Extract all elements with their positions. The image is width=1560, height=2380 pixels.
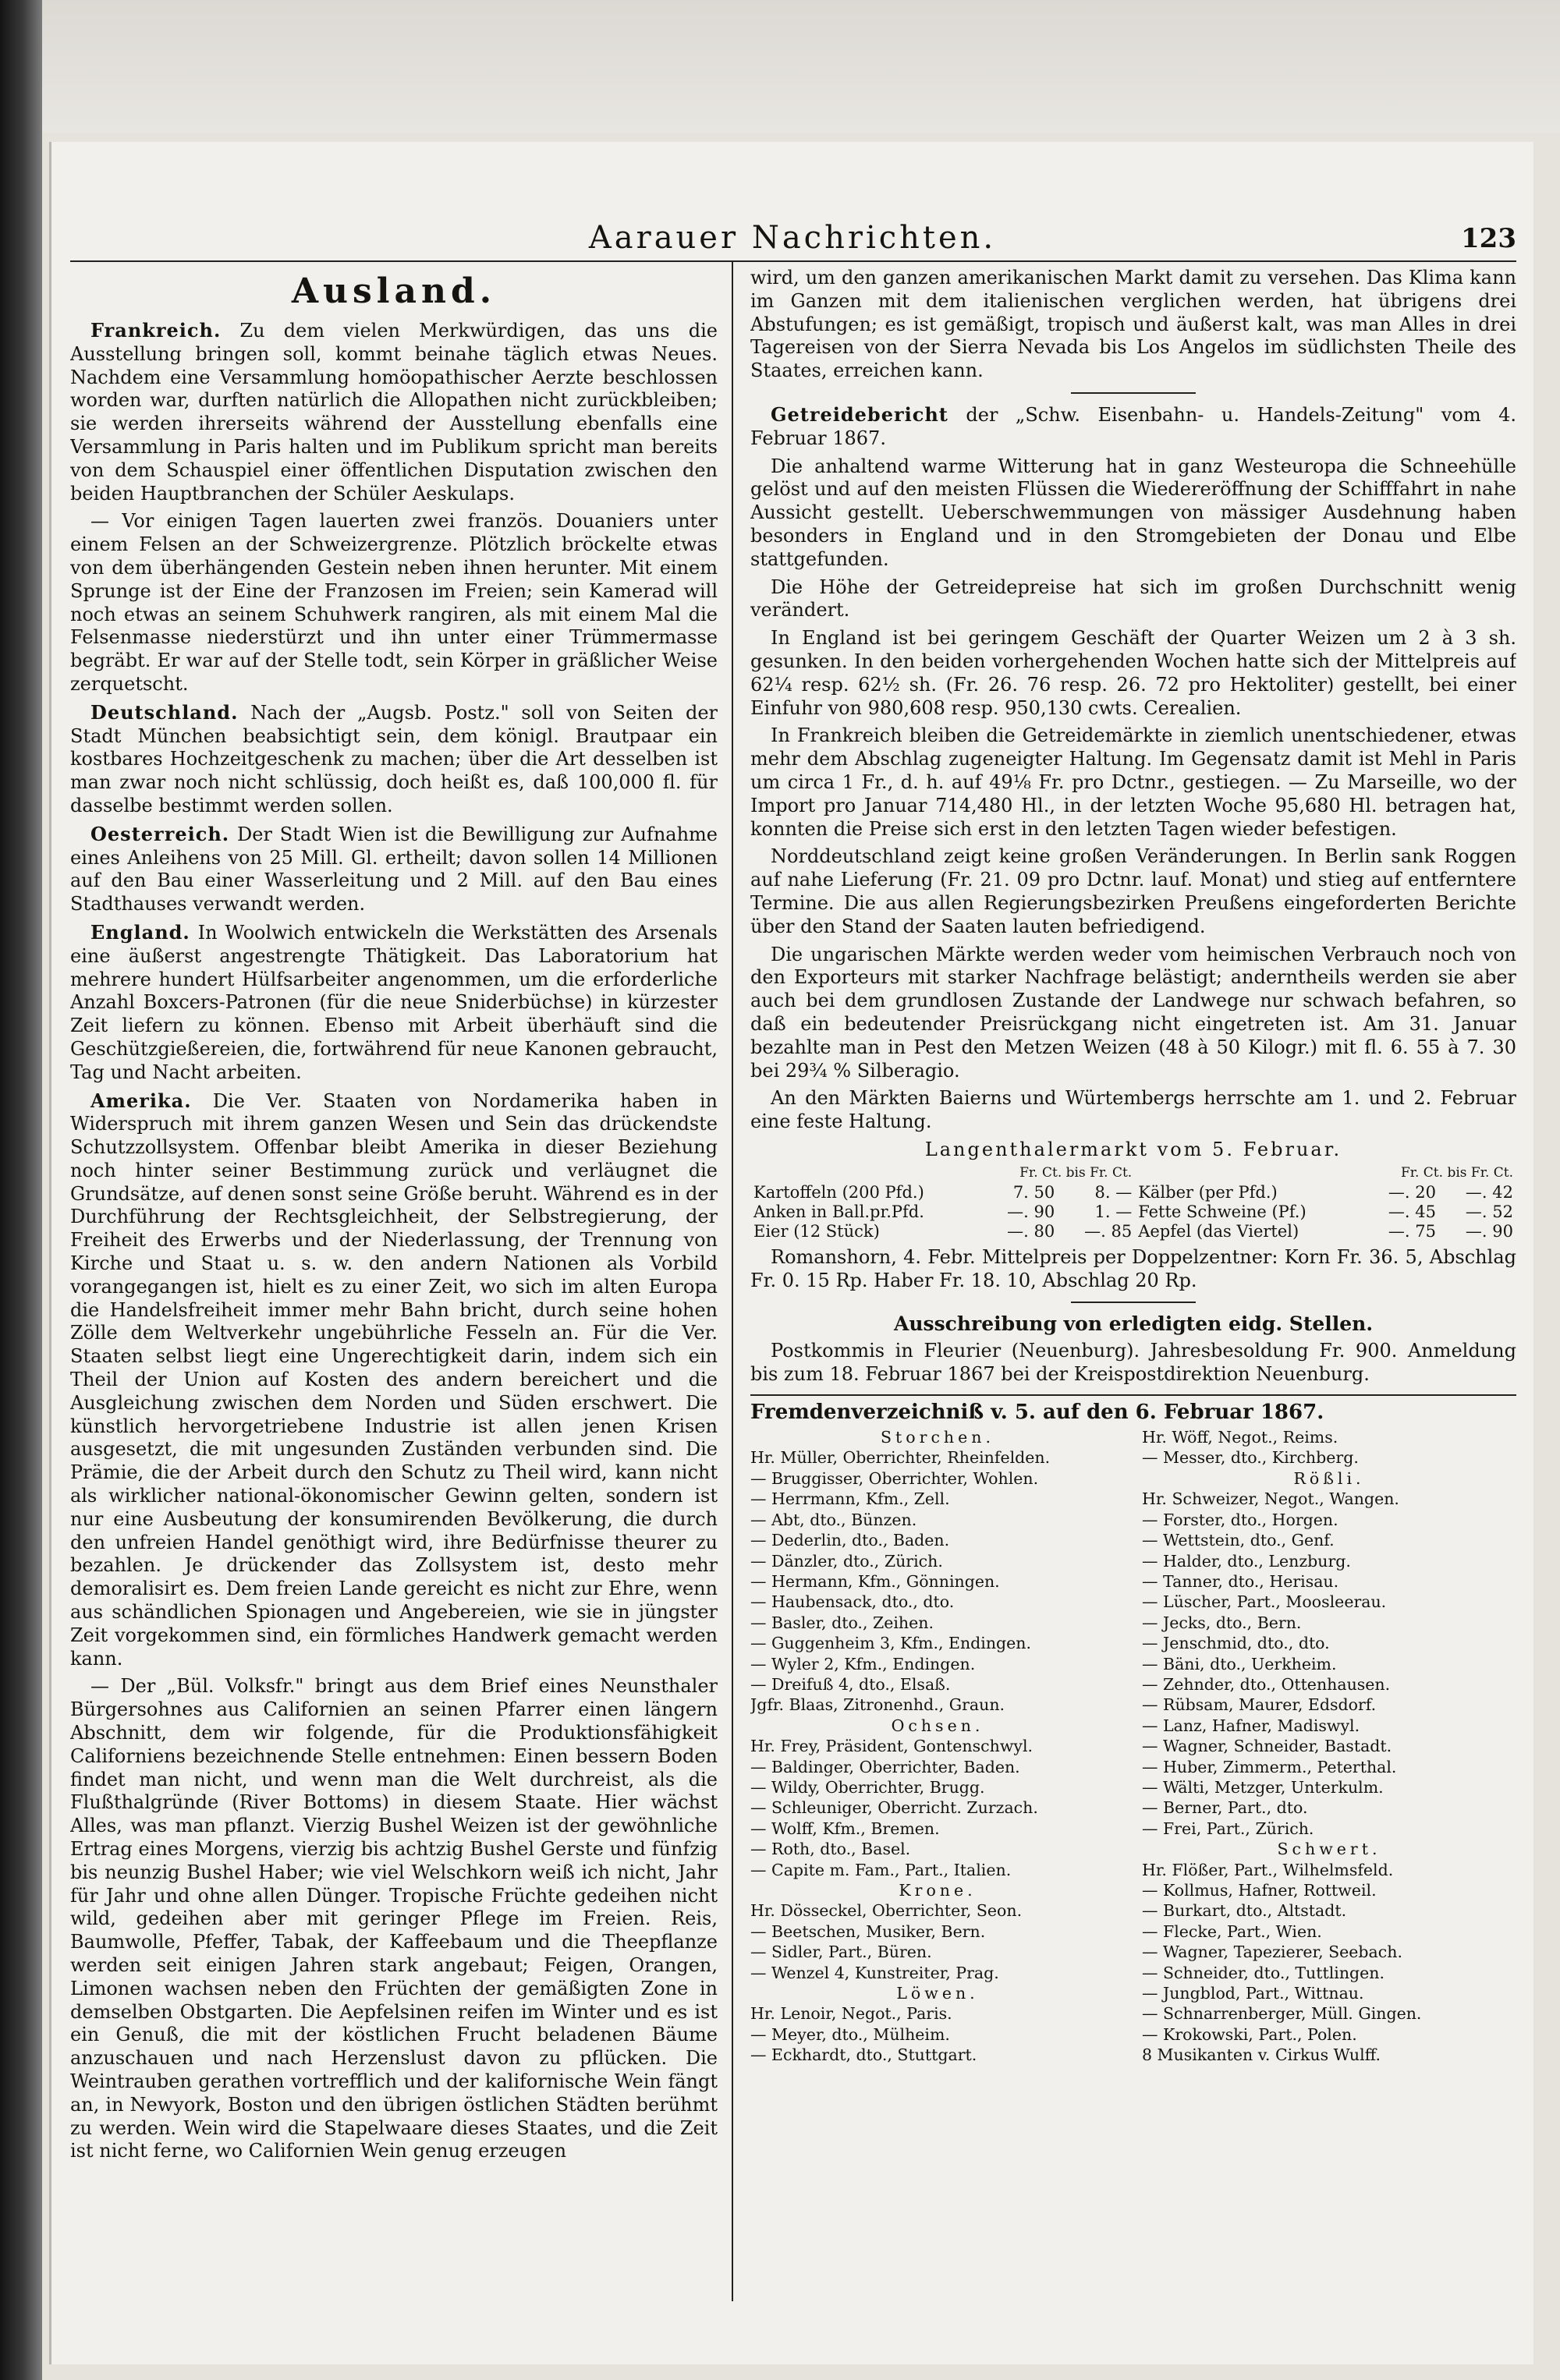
list-item: Jgfr. Blaas, Zitronenhd., Graun. <box>750 1695 1005 1715</box>
price-from: —. 75 <box>1388 1221 1436 1241</box>
hotel-name: Storchen. <box>881 1428 994 1447</box>
article-continuation: wird, um den ganzen amerikanischen Markt damit zu versehen. Das Klima kann im Ganzen mit dem italienischen verglichen werden, hat übrigens drei Abstufungen; es ist gemäßigt, tropisch und äußerst kalt, was man Alles in drei Tagereisen von der Sierra Nevada bis Los Angelos im südlichsten Theile des Staates, erreichen kann. <box>750 267 1516 382</box>
guest-register-heading: Fremdenverzeichniß v. 5. auf den 6. Februar 1867. <box>750 1394 1516 1424</box>
list-item: — Messer, dto., Kirchberg. <box>1142 1448 1359 1468</box>
price-from: 7. 50 <box>1012 1182 1055 1202</box>
price-from: —. 45 <box>1388 1202 1436 1221</box>
list-item: — Burkart, dto., Altstadt. <box>1142 1901 1347 1921</box>
header-rule <box>70 260 1516 262</box>
grain-paragraph: In Frankreich bleiben die Getreidemärkte in ziemlich unentschiedener, etwas mehr dem Abschlag zugeneigter Haltung. Im Gegensatz damit ist Mehl in Paris um circa 1 Fr., d. h. auf 49⅛ Fr. pro Dctnr., gestiegen. — Zu Marseille, wo der Import pro Januar 714,480 Hl., in der letzten Woche 95,680 Hl. betragen hat, konnten die Preise sich erst in den letzten Tagen wieder befestigen. <box>750 724 1516 840</box>
hotel-name: Ochsen. <box>891 1716 984 1735</box>
hotel-name: Rößli. <box>1293 1468 1365 1488</box>
list-item: — Bruggisser, Oberrichter, Wohlen. <box>750 1468 1039 1488</box>
list-item: — Wettstein, dto., Genf. <box>1142 1531 1335 1550</box>
price-item: Fette Schweine (Pf.) <box>1138 1202 1306 1221</box>
market-note: Romanshorn, 4. Febr. Mittelpreis per Doppelzentner: Korn Fr. 36. 5, Abschlag Fr. 0. 15 Rp. Haber Fr. 18. 10, Abschlag 20 Rp. <box>750 1245 1516 1291</box>
article-text: — Vor einigen Tagen lauerten zwei französ. Douaniers unter einem Felsen an der Schweizergrenze. Plötzlich bröckelte etwas von dem überhängenden Gestein neben ihnen herunter. Mit einem Sprunge ist der Eine der Franzosen im Freien; sein Kamerad will noch etwas an seinem Schuhwerk rangiren, als mit einem Mal die Felsenmasse niederstürzt und ihn unter einer Trümmermasse begräbt. Er war auf der Stelle todt, sein Körper in gräßlicher Weise zerquetscht. <box>70 510 718 695</box>
price-item: Eier (12 Stück) <box>753 1221 880 1241</box>
price-from: —. 90 <box>1007 1202 1055 1221</box>
grain-report-intro <box>750 403 1516 451</box>
list-item: — Flecke, Part., Wien. <box>1142 1921 1322 1941</box>
price-to: —. 42 <box>1465 1182 1513 1202</box>
article-deutschland <box>70 701 718 818</box>
list-item: — Abt, dto., Bünzen. <box>750 1510 917 1529</box>
list-item: — Forster, dto., Horgen. <box>1142 1510 1338 1529</box>
table-row <box>750 1183 1516 1202</box>
list-item: — Huber, Zimmerm., Peterthal. <box>1142 1757 1397 1776</box>
article-amerika <box>70 1089 718 1671</box>
grain-paragraph: Die Höhe der Getreidepreise hat sich im großen Durchschnitt wenig verändert. <box>750 576 1516 622</box>
article-californien <box>70 1675 718 2163</box>
price-from: —. 20 <box>1388 1182 1436 1202</box>
article-text: Zu dem vielen Merkwürdigen, das uns die Ausstellung bringen soll, kommt beinahe täglich etwas Neues. Nachdem eine Versammlung homöopathischer Aerzte beschlossen worden war, durften natürlich die Allopathen nicht zurückbleiben; sie werden ihrerseits während der Ausstellung ebenfalls eine Versammlung in Paris halten und im Publikum spricht man bereits von dem Schauspiel einer öffentlichen Disputation zwischen den beiden Hauptbranchen der Schüler Aeskulaps. <box>70 320 718 505</box>
list-item: — Beetschen, Musiker, Bern. <box>750 1921 986 1941</box>
price-item: Kartoffeln (200 Pfd.) <box>753 1182 924 1202</box>
article-lead: Deutschland. <box>90 700 239 724</box>
divider <box>1071 1302 1196 1303</box>
list-item: — Dreifuß 4, dto., Elsaß. <box>750 1674 951 1694</box>
list-item: — Roth, dto., Basel. <box>750 1840 911 1859</box>
article-lead: Oesterreich. <box>90 822 230 845</box>
list-item: Hr. Wöff, Negot., Reims. <box>1142 1428 1338 1447</box>
column-header: Fr. Ct. bis Fr. Ct. <box>1400 1164 1513 1181</box>
list-item: — Lüscher, Part., Moosleerau. <box>1142 1592 1387 1612</box>
list-item: — Baldinger, Oberrichter, Baden. <box>750 1757 1020 1776</box>
list-item: — Jecks, dto., Bern. <box>1142 1613 1302 1632</box>
list-item: — Kollmus, Hafner, Rottweil. <box>1142 1881 1377 1900</box>
list-item: — Guggenheim 3, Kfm., Endingen. <box>750 1634 1032 1653</box>
hotel-name: Löwen. <box>896 1984 979 2003</box>
grain-paragraph: Die ungarischen Märkte werden weder vom heimischen Verbrauch noch von den Exporteurs mit starker Nachfrage belästigt; anderntheils werden sie aber auch bei dem grundlosen Zustande der Landwege nur schwach befahren, so daß ein bedeutender Preisrückgang nicht eingetreten ist. Am 31. Januar bezahlte man in Pest den Metzen Weizen (48 à 50 Kilogr.) mit fl. 6. 55 à 7. 30 bei 29¾ % Silberagio. <box>750 943 1516 1082</box>
list-item: Hr. Frey, Präsident, Gontenschwyl. <box>750 1737 1034 1756</box>
page-number: 123 <box>1461 223 1516 254</box>
price-to: 1. — <box>1094 1202 1133 1221</box>
price-to: —. 52 <box>1465 1202 1513 1221</box>
list-item: — Sidler, Part., Büren. <box>750 1943 932 1962</box>
grain-paragraph: In England ist bei geringem Geschäft der Quarter Weizen um 2 à 3 sh. gesunken. In den beiden vorhergehenden Wochen hatte sich der Mittelpreis auf 62¼ resp. 62½ sh. (Fr. 26. 76 resp. 26. 72 pro Hektoliter) gestellt, bei einer Einfuhr von 980,608 resp. 950,130 cwts. Cerealien. <box>750 627 1516 719</box>
article-text: Der Stadt Wien ist die Bewilligung zur Aufnahme eines Anleihens von 25 Mill. Gl. ertheilt; davon sollen 14 Millionen auf den Bau einer Wasserleitung und 2 Mill. auf den Bau eines Stadthauses verwandt werden. <box>70 823 718 916</box>
article-oesterreich <box>70 823 718 916</box>
section-heading-ausland: Ausland. <box>291 271 497 311</box>
price-to: —. 85 <box>1084 1221 1133 1241</box>
price-item: Anken in Ball.pr.Pfd. <box>753 1202 924 1221</box>
list-item: — Dänzler, dto., Zürich. <box>750 1551 943 1571</box>
article-text: Nach der „Augsb. Postz." soll von Seiten der Stadt München beabsichtigt sein, dem königl. Brautpaar ein kostbares Hochzeitgeschenk zu machen; über die Art desselben ist man zwar noch nicht schlüssig, doch heißt es, daß 100,000 fl. für dasselbe bestimmt werden sollen. <box>70 701 718 816</box>
market-price-table <box>750 1163 1516 1241</box>
list-item: — Schleuniger, Oberricht. Zurzach. <box>750 1798 1038 1818</box>
article-frankreich <box>70 319 718 505</box>
list-item: — Jungblod, Part., Wittnau. <box>1142 1984 1364 2003</box>
column-rule <box>732 262 733 2301</box>
list-item: — Meyer, dto., Mülheim. <box>750 2024 950 2044</box>
list-item: — Haubensack, dto., dto. <box>750 1592 955 1612</box>
list-item: — Schneider, dto., Tuttlingen. <box>1142 1963 1385 1982</box>
article-text: der „Schw. Eisenbahn- u. Handels-Zeitung" vom 4. Februar 1867. <box>750 403 1516 449</box>
grain-paragraph: Norddeutschland zeigt keine großen Veränderungen. In Berlin sank Roggen auf nahe Lieferung (Fr. 21. 09 pro Dctnr. lauf. Monat) und stieg auf entferntere Termine. Die aus allen Regierungsbezirken Preußens eingeforderten Berichte über den Stand der Saaten lauten befriedigend. <box>750 845 1516 937</box>
book-binding-edge <box>0 0 42 2380</box>
list-item: Hr. Flößer, Part., Wilhelmsfeld. <box>1142 1860 1394 1879</box>
guest-register-column <box>750 1427 1125 2066</box>
list-item: — Capite m. Fam., Part., Italien. <box>750 1860 1012 1879</box>
list-item: — Dederlin, dto., Baden. <box>750 1531 950 1550</box>
scan-background <box>0 0 1560 133</box>
list-item: Hr. Dösseckel, Oberrichter, Seon. <box>750 1901 1023 1921</box>
article-text: In Woolwich entwickeln die Werkstätten des Arsenals eine äußerst angestrengte Thätigkeit. Das Laboratorium hat mehrere hundert Hülfsarbeiter angenommen, um die erforderliche Anzahl Boxcers-Patronen (für die neue Sniderbüchse) in kürzester Zeit liefern zu können. Ebenso mit Arbeit überhäuft sind die Geschützgießereien, die, fortwährend für neue Kanonen gebraucht, Tag und Nacht arbeiten. <box>70 921 718 1083</box>
list-item: — Rübsam, Maurer, Edsdorf. <box>1142 1695 1377 1715</box>
list-item: — Jenschmid, dto., dto. <box>1142 1634 1330 1653</box>
notice-text: Postkommis in Fleurier (Neuenburg). Jahresbesoldung Fr. 900. Anmeldung bis zum 18. Februar 1867 bei der Kreispostdirektion Neuenburg. <box>750 1340 1516 1386</box>
list-item: — Schnarrenberger, Müll. Gingen. <box>1142 2004 1422 2024</box>
article-england <box>70 921 718 1085</box>
price-item: Aepfel (das Viertel) <box>1138 1221 1299 1241</box>
list-item: — Wildy, Oberrichter, Brugg. <box>750 1777 985 1797</box>
table-header-row <box>750 1163 1516 1183</box>
list-item: — Wolff, Kfm., Bremen. <box>750 1819 940 1838</box>
list-item: — Lanz, Hafner, Madiswyl. <box>1142 1716 1360 1735</box>
article-text: — Der „Bül. Volksfr." bringt aus dem Brief eines Neunsthaler Bürgersohnes aus Californien an seinen Pfarrer einen längern Abschnitt, dem wir folgende, für die Produktionsfähigkeit Californiens bezeichnende Stelle entnehmen: Einen bessern Boden findet man nicht, und wenn man die Welt durchreist, als die Flußthalgründe (River Bottoms) in diesem Staate. Hier wächst Alles, was man pflanzt. Vierzig Bushel Weizen ist der gewöhnliche Ertrag eines Morgens, vierzig bis achtzig Bushel Gerste und fünfzig bis neunzig Bushel Haber; wie viel Welschkorn weiß ich nicht, Jahr für Jahr und ohne allen Dünger. Tropische Früchte gedeihen nicht wild, gedeihen aber mit geringer Pflege im Freien. Reis, Baumwolle, Pfeffer, Tabak, der Kaffeebaum und die Theepflanze werden seit einigen Jahren stark angebaut; Feigen, Orangen, Limonen wachsen neben den Früchten der gemäßigten Zone in demselben Obstgarten. Die Aepfelsinen reifen im Winter und es ist ein Genuß, die mit der köstlichen Frucht beladenen Bäume anzuschauen und nach Herzenslust davon zu pflücken. Die Weintrauben gerathen vortrefflich und der kalifornische Wein fängt an, in Newyork, Boston und den übrigen östlichen Städten berühmt zu werden. Wein wird die Stapelwaare dieses Staates, und die Zeit ist nicht ferne, wo Californien Wein genug erzeugen <box>70 1675 718 2162</box>
list-item: — Herrmann, Kfm., Zell. <box>750 1489 950 1509</box>
list-item: 8 Musikanten v. Cirkus Wulff. <box>1142 2045 1381 2065</box>
price-to: 8. — <box>1094 1182 1133 1202</box>
page-title: Aarauer Nachrichten. <box>588 220 997 256</box>
list-item: — Wälti, Metzger, Unterkulm. <box>1142 1777 1384 1797</box>
list-item: — Basler, dto., Zeihen. <box>750 1613 934 1632</box>
list-item: — Frei, Part., Zürich. <box>1142 1819 1314 1838</box>
list-item: Hr. Lenoir, Negot., Paris. <box>750 2004 952 2024</box>
article-lead: England. <box>90 920 190 944</box>
price-to: —. 90 <box>1465 1221 1513 1241</box>
list-item: — Halder, dto., Lenzburg. <box>1142 1551 1351 1571</box>
list-item: — Zehnder, dto., Ottenhausen. <box>1142 1674 1391 1694</box>
list-item: Hr. Schweizer, Negot., Wangen. <box>1142 1489 1399 1509</box>
article-douaniers <box>70 510 718 696</box>
article-lead: Amerika. <box>90 1089 192 1112</box>
article-lead: Getreidebericht <box>771 402 948 426</box>
grain-paragraph: Die anhaltend warme Witterung hat in ganz Westeuropa die Schneehülle gelöst und auf den meisten Flüssen die Wiedereröffnung der Schifffahrt in nahe Aussicht gestellt. Ueberschwemmungen von mässiger Ausdehnung haben besonders in England und in den Stromgebieten der Donau und Elbe stattgefunden. <box>750 455 1516 570</box>
list-item: — Krokowski, Part., Polen. <box>1142 2024 1357 2044</box>
grain-paragraph: An den Märkten Baierns und Würtembergs herrschte am 1. und 2. Februar eine feste Haltung. <box>750 1087 1516 1133</box>
hotel-name: Schwert. <box>1277 1840 1381 1859</box>
article-lead: Frankreich. <box>90 319 222 342</box>
list-item: — Hermann, Kfm., Gönningen. <box>750 1571 1000 1591</box>
hotel-name: Krone. <box>899 1881 977 1900</box>
list-item: — Tanner, dto., Herisau. <box>1142 1571 1339 1591</box>
guest-register-column <box>1142 1427 1516 2066</box>
table-row <box>750 1202 1516 1222</box>
price-item: Kälber (per Pfd.) <box>1138 1182 1278 1202</box>
newspaper-page <box>51 142 1533 2364</box>
table-row <box>750 1222 1516 1241</box>
list-item: — Berner, Part., dto. <box>1142 1798 1308 1818</box>
list-item: — Wenzel 4, Kunstreiter, Prag. <box>750 1963 999 1982</box>
notice-heading: Ausschreibung von erledigten eidg. Stellen. <box>893 1312 1374 1336</box>
right-column <box>750 267 1516 2066</box>
list-item: Hr. Müller, Oberrichter, Rheinfelden. <box>750 1448 1051 1468</box>
list-item: — Wagner, Tapezierer, Seebach. <box>1142 1943 1402 1962</box>
left-column <box>70 267 718 2168</box>
list-item: — Eckhardt, dto., Stuttgart. <box>750 2045 977 2065</box>
guest-register <box>750 1427 1516 2066</box>
column-header: Fr. Ct. bis Fr. Ct. <box>1019 1164 1133 1181</box>
divider <box>1071 392 1196 394</box>
market-heading: Langenthalermarkt vom 5. Februar. <box>924 1138 1342 1160</box>
list-item: — Wyler 2, Kfm., Endingen. <box>750 1654 976 1673</box>
price-from: —. 80 <box>1007 1221 1055 1241</box>
list-item: — Bäni, dto., Uerkheim. <box>1142 1654 1337 1673</box>
article-text: Die Ver. Staaten von Nordamerika haben in Widerspruch mit ihrem ganzen Wesen und Sein das drückendste Schutzzollsystem. Offenbar bleibt Amerika in dieser Beziehung noch hinter seiner Bestimmung zurück und verläugnet die Grundsätze, auf denen sonst seine Größe beruht. Während es in der Durchführung der Rechtsgleichheit, der Selbstregierung, der Freiheit des Erwerbs und der Niederlassung, der Trennung von Kirche und Staat u. s. w. den andern Nationen als Vorbild vorangegangen ist, hielt es zu einer Zeit, wo sich im alten Europa die Handelsfreiheit immer mehr Bahn bricht, durch seine hohen Zölle dem Weltverkehr ungebührliche Fesseln an. Für die Ver. Staaten selbst liegt eine Ungerechtigkeit darin, indem sich ein Theil der Union auf Kosten des andern bereichert und die Ausgleichung zwischen dem Norden und Süden erschwert. Die künstlich hervorgetriebene Industrie ist allen jenen Krisen ausgesetzt, die mit ungesunden Zuständen verbunden sind. Die Prämie, die der Arbeit durch den Schutz zu Theil wird, kann nicht als wirklicher national-ökonomischer Gewinn gelten, sondern ist nur eine Ausbeutung der konsumirenden Bevölkerung, die durch den unfreien Handel genöthigt wird, ihre Bedürfnisse theurer zu bezahlen. Je drückender das Zollsystem ist, desto mehr demoralisirt es. Dem freien Lande gereicht es nicht zur Ehre, wenn aus schändlichen Spionagen und Angebereien, wie sie in jüngster Zeit vorgekommen sind, ein förmliches Handwerk gemacht werden kann. <box>70 1089 718 1670</box>
list-item: — Wagner, Schneider, Bastadt. <box>1142 1737 1392 1756</box>
